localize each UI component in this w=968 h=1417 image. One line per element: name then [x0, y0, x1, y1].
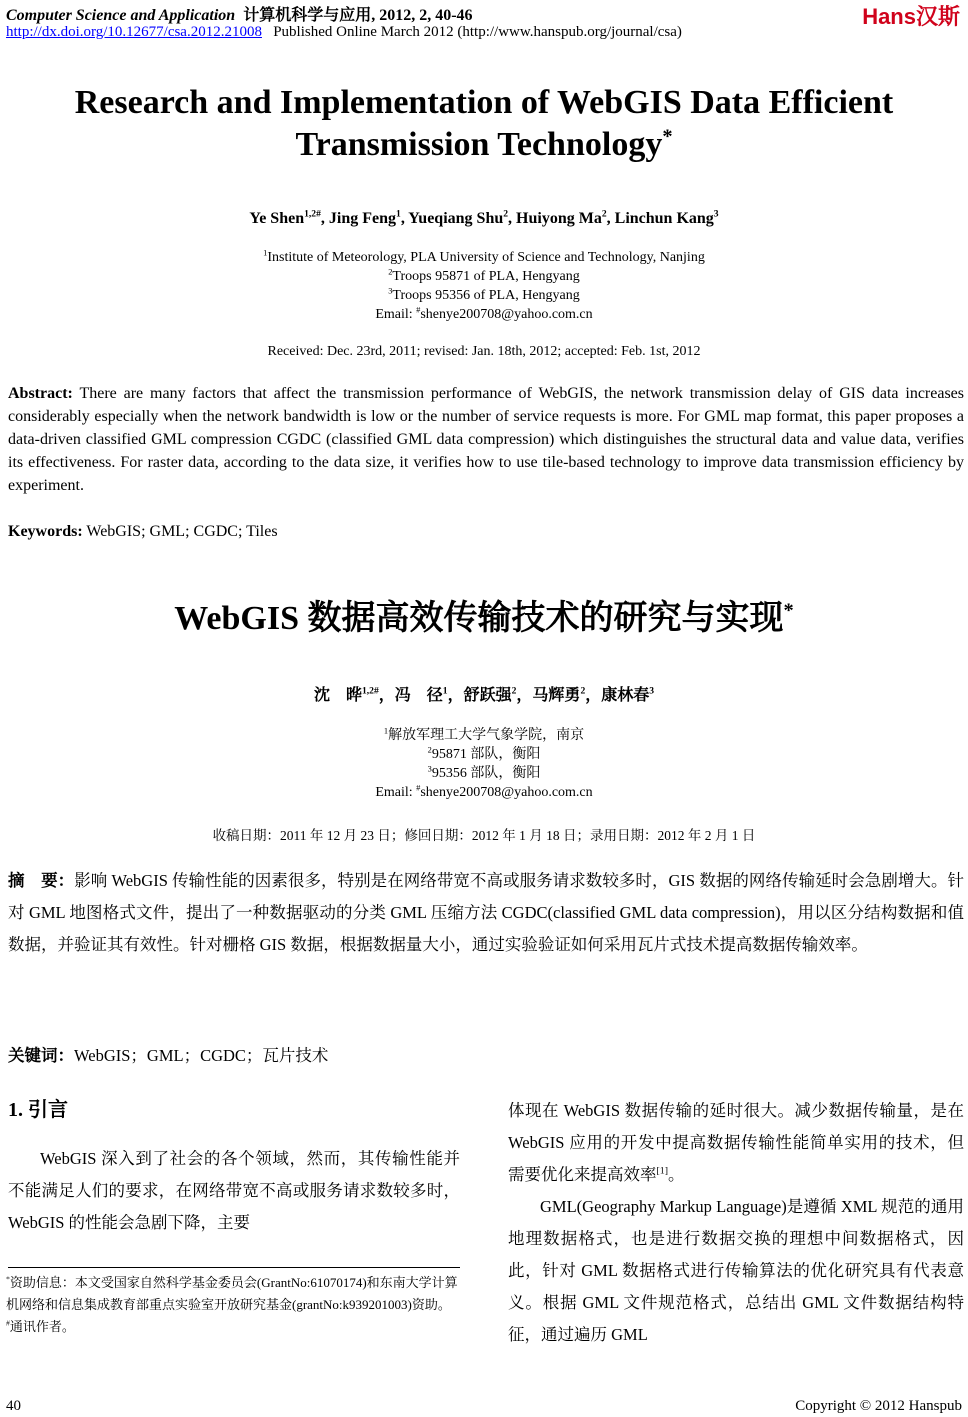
affiliation-line: [0, 267, 968, 286]
email-line: [0, 783, 968, 802]
author-name: Yueqiang Shu: [408, 210, 504, 227]
journal-header: [6, 2, 473, 25]
affiliation-mark: 2: [427, 745, 432, 755]
footnote-text: 资助信息：本文受国家自然科学基金委员会(GrantNo:61070174)和东南大学计算机网络和信息集成教育部重点实验室开放研究基金(grantNo:k939201003)资助。: [6, 1275, 458, 1312]
logo-text: Hans: [862, 4, 916, 29]
affiliation-line: [0, 286, 968, 305]
paragraph-text: 。: [668, 1165, 685, 1184]
doi-link[interactable]: http://dx.doi.org/10.12677/csa.2012.21008: [6, 24, 262, 40]
author-affiliation-mark: 2: [511, 685, 517, 697]
doi-line: [6, 24, 682, 41]
author-name: Jing Feng: [328, 210, 397, 227]
chinese-abstract-text: 影响 WebGIS 传输性能的因素很多，特别是在网络带宽不高或服务请求数较多时，GIS 数据的网络传输延时会急剧增大。针对 GML 地图格式文件，提出了一种数据驱动的分类 GML 压缩方法 CGDC(classified GML data compression)，用以区分结构数据和值数据，并验证其有效性。针对栅格 GIS 数据，根据数据量大小，通过实验验证如何采用瓦片式技术提高数据传输效率。: [8, 871, 965, 954]
author-affiliation-mark: 1,2#: [361, 685, 379, 697]
author-name: Ye Shen: [249, 210, 305, 227]
keywords-text: WebGIS; GML; CGDC; Tiles: [82, 523, 278, 540]
author-separator: ,: [320, 210, 329, 227]
author-separator: ,: [400, 210, 409, 227]
email-mark: #: [416, 783, 421, 793]
body-paragraph: GML(Geography Markup Language)是遵循 XML 规范的通用地理数据格式，也是进行数据交换的理想中间数据格式，因此，针对 GML 数据格式进行传输算法的优化研究具有代表意义。根据 GML 文件规范格式，总结出 GML 文件数据结构特征，通过遍历 GML: [508, 1197, 964, 1344]
copyright: Copyright © 2012 Hanspub: [795, 1398, 962, 1414]
published-info: Published Online March 2012 (http://www.hanspub.org/journal/csa): [273, 24, 682, 40]
footnote: [6, 1272, 462, 1316]
affiliation-mark: 1: [383, 726, 389, 736]
email-label: Email:: [375, 785, 417, 800]
keywords: [8, 520, 964, 543]
author-name: 冯 径: [394, 687, 443, 704]
logo-text-cn: 汉斯: [915, 4, 960, 29]
footnotes: [6, 1272, 462, 1338]
author-name: 康林春: [601, 687, 650, 704]
chinese-title-text: WebGIS 数据高效传输技术的研究与实现: [174, 600, 784, 637]
footnote-mark: *: [6, 1274, 10, 1284]
journal-info: 计算机科学与应用, 2012, 2, 40-46: [243, 7, 473, 24]
author-list: [0, 210, 968, 228]
keywords-label: Keywords:: [8, 523, 83, 540]
author-name: 沈 晔: [313, 687, 362, 704]
author-affiliation-mark: 1,2#: [304, 208, 321, 220]
email-mark: #: [416, 305, 421, 315]
affiliation-mark: 1: [263, 248, 268, 258]
affiliation-text: Troops 95871 of PLA, Hengyang: [392, 269, 580, 284]
affiliation-line: [0, 764, 968, 783]
affiliation-text: Troops 95356 of PLA, Hengyang: [392, 288, 580, 303]
section-heading: 1. 引言: [8, 1099, 68, 1121]
author-separator: ，: [447, 687, 464, 704]
affiliations: [0, 248, 968, 324]
abstract: [8, 382, 964, 497]
author-name: 舒跃强: [463, 687, 512, 704]
affiliation-mark: 2: [388, 267, 393, 277]
chinese-keywords: [8, 1040, 964, 1072]
affiliation-text: Institute of Meteorology, PLA University of Science and Technology, Nanjing: [267, 250, 705, 265]
author-affiliation-mark: 2: [601, 208, 607, 220]
body-paragraph: [508, 1095, 964, 1191]
chinese-title: [0, 590, 968, 639]
author-affiliation-mark: 2: [503, 208, 509, 220]
chinese-abstract-label: 摘 要：: [8, 871, 75, 890]
affiliation-line: [0, 248, 968, 267]
chinese-dates: 收稿日期：2011 年 12 月 23 日；修回日期：2012 年 1 月 18 日；录用日期：2012 年 2 月 1 日: [212, 828, 756, 843]
affiliation-text: 95356 部队，衡阳: [431, 766, 541, 781]
chinese-keywords-label: 关键词：: [8, 1046, 74, 1065]
title-line: Research and Implementation of WebGIS Data Efficient: [74, 84, 894, 121]
author-name: Huiyong Ma: [516, 210, 602, 227]
author-name: Linchun Kang: [614, 210, 714, 227]
received-dates: Received: Dec. 23rd, 2011; revised: Jan. 18th, 2012; accepted: Feb. 1st, 2012: [267, 344, 701, 359]
title-footnote-mark: *: [783, 599, 794, 622]
footnote-mark: #: [6, 1318, 10, 1328]
author-separator: ，: [378, 687, 395, 704]
page-number: 40: [6, 1398, 21, 1414]
email-label: Email:: [375, 307, 417, 322]
chinese-abstract: [8, 865, 964, 961]
title-footnote-mark: *: [662, 125, 673, 148]
email-address[interactable]: shenye200708@yahoo.com.cn: [420, 307, 593, 322]
author-affiliation-mark: 3: [649, 685, 655, 697]
affiliation-mark: 3: [388, 286, 393, 296]
abstract-label: Abstract:: [8, 385, 73, 402]
footnote-text: 通讯作者。: [9, 1319, 75, 1334]
author-separator: ，: [516, 687, 533, 704]
citation[interactable]: [1]: [656, 1165, 669, 1177]
chinese-keywords-text: WebGIS；GML；CGDC；瓦片技术: [74, 1046, 329, 1065]
author-separator: ，: [585, 687, 602, 704]
affiliation-mark: 3: [427, 764, 432, 774]
author-separator: ,: [606, 210, 615, 227]
abstract-text: There are many factors that affect the transmission performance of WebGIS, the network transmission delay of GIS data increases considerably especially when the network bandwidth is low or the number of service requests is more. For GML map format, this paper proposes a data-driven classified GML compression CGDC (classified GML data compression) which distinguishes the structural data and value data, verifies its effectiveness. For raster data, according to the data size, it verifies how to use tile-based technology to improve data transmission efficiency by experiment.: [8, 385, 964, 494]
chinese-affiliations: [0, 726, 968, 802]
author-affiliation-mark: 3: [713, 208, 719, 220]
body-paragraph: WebGIS 深入到了社会的各个领域，然而，其传输性能并不能满足人们的要求，在网络带宽不高或服务请求数较多时，WebGIS 的性能会急剧下降，主要: [8, 1149, 460, 1232]
journal-name: Computer Science and Application: [6, 7, 236, 24]
author-affiliation-mark: 2: [580, 685, 586, 697]
email-line: [0, 305, 968, 324]
affiliation-text: 95871 部队，衡阳: [431, 747, 541, 762]
author-separator: ,: [508, 210, 517, 227]
author-affiliation-mark: 1: [442, 685, 448, 697]
paper-title: [0, 82, 968, 166]
footnote: [6, 1316, 462, 1338]
footnote-divider: [8, 1267, 460, 1268]
email-address[interactable]: shenye200708@yahoo.com.cn: [420, 785, 593, 800]
affiliation-line: [0, 745, 968, 764]
affiliation-line: [0, 726, 968, 745]
paragraph-text: 体现在 WebGIS 数据传输的延时很大。减少数据传输量，是在 WebGIS 应用的开发中提高数据传输性能简单实用的技术，但需要优化来提高效率: [508, 1101, 964, 1184]
author-affiliation-mark: 1: [396, 208, 401, 220]
affiliation-text: 解放军理工大学气象学院，南京: [388, 728, 585, 743]
author-name: 马辉勇: [532, 687, 581, 704]
hans-logo: [862, 0, 960, 31]
chinese-author-list: [0, 682, 968, 705]
title-line: Transmission Technology: [295, 126, 663, 163]
